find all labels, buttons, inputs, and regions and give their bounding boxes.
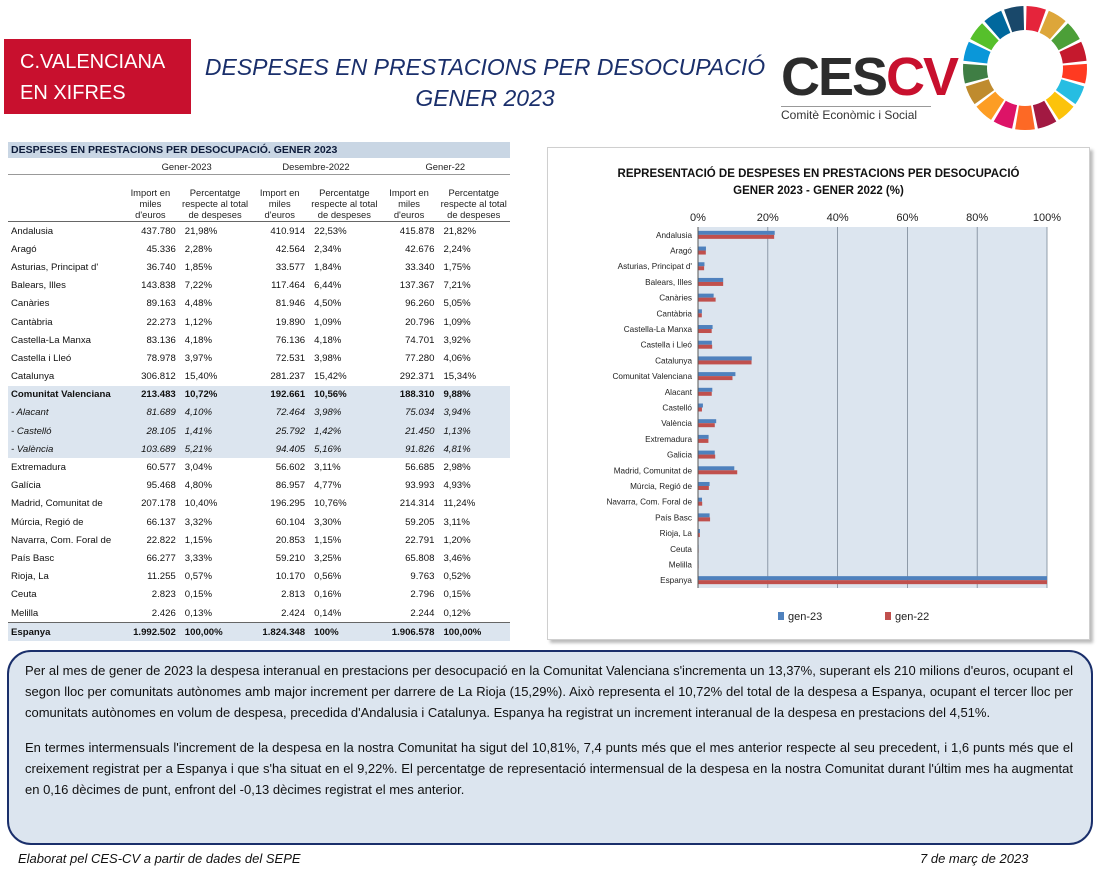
import-des2022: 86.957 bbox=[275, 480, 306, 492]
category-label: Cantàbria bbox=[656, 309, 692, 319]
import-gen22: 1.906.578 bbox=[381, 623, 438, 642]
pct-gen22: 2,98% bbox=[443, 462, 471, 474]
pct-des2022: 3,30% bbox=[314, 516, 342, 528]
import-gen22: 59.205 bbox=[405, 516, 435, 528]
bar-chart bbox=[548, 148, 1089, 639]
import-des2022: 10.170 bbox=[275, 571, 306, 583]
category-label: Extremadura bbox=[645, 434, 692, 444]
import-gen2023: 83.136 bbox=[146, 334, 176, 346]
import-gen22: 9.763 bbox=[410, 571, 435, 583]
pct-gen2023: 15,40% bbox=[184, 371, 218, 383]
import-gen22: 42.676 bbox=[405, 243, 435, 255]
bar-gen-22 bbox=[698, 345, 712, 349]
pct-des2022: 100% bbox=[308, 623, 381, 642]
plot-area bbox=[698, 227, 1047, 588]
table-row bbox=[8, 495, 510, 513]
bar-gen-22 bbox=[698, 251, 706, 255]
import-gen2023: 89.163 bbox=[146, 298, 176, 310]
import-gen2023: 103.689 bbox=[122, 440, 179, 458]
col-import: Import en miles d'euros bbox=[259, 187, 300, 220]
import-des2022: 117.464 bbox=[271, 280, 306, 292]
import-des2022: 25.792 bbox=[251, 422, 308, 440]
table-row bbox=[8, 277, 510, 295]
pct-gen2023: 1,85% bbox=[184, 261, 212, 273]
import-gen2023: 78.978 bbox=[146, 352, 176, 364]
pct-gen2023: 10,40% bbox=[184, 498, 218, 510]
category-label: Melilla bbox=[668, 560, 692, 570]
pct-des2022: 1,15% bbox=[314, 534, 342, 546]
pct-gen22: 11,24% bbox=[443, 498, 476, 510]
import-gen2023: 207.178 bbox=[141, 498, 176, 510]
import-des2022: 72.531 bbox=[275, 352, 306, 364]
category-label: Galicia bbox=[666, 450, 692, 460]
pct-gen2023: 4,18% bbox=[184, 334, 212, 346]
category-label: Aragó bbox=[670, 246, 692, 256]
pct-gen2023: 3,32% bbox=[184, 516, 212, 528]
table-row bbox=[8, 586, 510, 604]
category-label: Rioja, La bbox=[659, 529, 692, 539]
import-gen2023: 66.137 bbox=[146, 516, 176, 528]
pct-des2022: 1,09% bbox=[314, 316, 342, 328]
import-gen22: 20.796 bbox=[405, 316, 435, 328]
import-gen22: 2.244 bbox=[410, 607, 435, 619]
table-row bbox=[8, 513, 510, 531]
col-pct: Percentatge respecte al total de despeses bbox=[311, 187, 378, 220]
import-gen2023: 213.483 bbox=[122, 386, 179, 404]
import-gen22: 2.796 bbox=[410, 589, 435, 601]
pct-gen22: 3,94% bbox=[437, 404, 510, 422]
bar-gen-22 bbox=[698, 486, 709, 490]
import-gen2023: 1.992.502 bbox=[122, 623, 179, 642]
bar-gen-22 bbox=[698, 423, 715, 427]
import-gen22: 96.260 bbox=[405, 298, 435, 310]
period-header-des2022: Desembre-2022 bbox=[251, 158, 380, 175]
import-gen22: 415.878 bbox=[399, 225, 435, 237]
import-des2022: 33.577 bbox=[275, 261, 306, 273]
import-gen2023: 81.689 bbox=[122, 404, 179, 422]
bar-gen-22 bbox=[698, 502, 702, 506]
import-des2022: 94.405 bbox=[251, 440, 308, 458]
region-name: Castella i Lleó bbox=[11, 352, 72, 364]
pct-gen2023: 5,21% bbox=[179, 440, 252, 458]
region-name: Extremadura bbox=[11, 462, 66, 474]
import-gen2023: 2.823 bbox=[151, 589, 176, 601]
import-gen22: 33.340 bbox=[405, 261, 435, 273]
table-row bbox=[8, 258, 510, 276]
category-label: Andalusia bbox=[656, 230, 692, 240]
bar-gen-22 bbox=[698, 298, 716, 302]
pct-des2022: 4,18% bbox=[314, 334, 342, 346]
category-label: Comunitat Valenciana bbox=[612, 372, 692, 382]
category-label: Balears, Illes bbox=[645, 277, 692, 287]
bar-gen-23 bbox=[698, 388, 712, 392]
table-row bbox=[8, 623, 510, 642]
bar-gen-22 bbox=[698, 517, 710, 521]
import-des2022: 192.661 bbox=[251, 386, 308, 404]
pct-gen2023: 2,28% bbox=[184, 243, 212, 255]
pct-des2022: 5,16% bbox=[308, 440, 381, 458]
region-name: - València bbox=[8, 440, 122, 458]
category-label: Espanya bbox=[660, 576, 692, 586]
logo-text-ces: CES bbox=[781, 47, 887, 107]
pct-gen22: 3,46% bbox=[443, 552, 471, 564]
bar-gen-23 bbox=[698, 278, 723, 282]
import-gen22: 91.826 bbox=[381, 440, 438, 458]
pct-gen22: 9,88% bbox=[437, 386, 510, 404]
bar-gen-23 bbox=[698, 498, 702, 502]
commentary-paragraph-2: En termes intermensuals l'increment de la despesa en la nostra Comunitat ha sigut del 10,81%, 7,4 punts més que el mes anterior respecte al seu precedent, i 1,6 punts més que el creixement registrat per a Espanya i que s'ha situat en el 9,22%. El percentatge de representació intermensual de la despesa en la nostra Comunitat durant l'últim mes ha augmentat en 0,16 dècimes de punt, enfront del -0,13 dècimes registrat el mes anterior. bbox=[25, 739, 1073, 798]
pct-gen2023: 1,41% bbox=[179, 422, 252, 440]
pct-des2022: 4,77% bbox=[314, 480, 342, 492]
import-des2022: 56.602 bbox=[275, 462, 306, 474]
table-row bbox=[8, 568, 510, 586]
table-row bbox=[8, 295, 510, 313]
table-row bbox=[8, 368, 510, 386]
import-gen22: 93.993 bbox=[405, 480, 435, 492]
pct-gen22: 0,52% bbox=[443, 571, 471, 583]
pct-des2022: 15,42% bbox=[314, 371, 347, 383]
chart-title-line-1: REPRESENTACIÓ DE DESPESES EN PRESTACIONS PER DESOCUPACIÓ bbox=[617, 168, 1020, 180]
pct-des2022: 2,34% bbox=[314, 243, 342, 255]
bar-gen-23 bbox=[698, 466, 734, 470]
import-des2022: 20.853 bbox=[275, 534, 306, 546]
table-row bbox=[8, 222, 510, 241]
category-label: Castella i Lleó bbox=[640, 340, 692, 350]
category-label: País Basc bbox=[655, 513, 692, 523]
import-gen2023: 22.822 bbox=[146, 534, 176, 546]
pct-gen22: 1,13% bbox=[437, 422, 510, 440]
bar-gen-23 bbox=[698, 451, 715, 455]
region-name: - Castelló bbox=[8, 422, 122, 440]
region-name: Comunitat Valenciana bbox=[8, 386, 122, 404]
import-gen22: 137.367 bbox=[399, 280, 435, 292]
category-label: València bbox=[661, 419, 692, 429]
category-label: Madrid, Comunitat de bbox=[613, 466, 692, 476]
pct-des2022: 1,42% bbox=[308, 422, 381, 440]
category-label: Navarra, Com. Foral de bbox=[606, 497, 692, 507]
category-label: Asturias, Principat d' bbox=[617, 262, 692, 272]
legend-swatch bbox=[885, 612, 891, 620]
table-row bbox=[8, 422, 510, 440]
bar-gen-23 bbox=[698, 419, 716, 423]
logo-subtitle: Comitè Econòmic i Social bbox=[781, 106, 931, 122]
region-name: Ceuta bbox=[11, 589, 37, 601]
bar-gen-22 bbox=[698, 282, 723, 286]
region-name: Catalunya bbox=[11, 371, 55, 383]
pct-des2022: 3,25% bbox=[314, 552, 342, 564]
section-badge bbox=[4, 39, 191, 114]
pct-des2022: 10,56% bbox=[308, 386, 381, 404]
pct-des2022: 4,50% bbox=[314, 298, 342, 310]
region-name: Asturias, Principat d' bbox=[11, 261, 99, 273]
pct-gen2023: 0,13% bbox=[184, 607, 212, 619]
bar-gen-23 bbox=[698, 576, 1047, 580]
legend-swatch bbox=[778, 612, 784, 620]
bar-gen-23 bbox=[698, 341, 712, 345]
table-title: DESPESES EN PRESTACIONS PER DESOCUPACIÓ. GENER 2023 bbox=[8, 142, 510, 158]
sdg-wheel-segment bbox=[1015, 106, 1035, 130]
import-gen22: 74.701 bbox=[405, 334, 435, 346]
period-header-gen22: Gener-22 bbox=[381, 158, 510, 175]
import-gen2023: 28.105 bbox=[122, 422, 179, 440]
import-des2022: 81.946 bbox=[275, 298, 306, 310]
bar-gen-22 bbox=[698, 376, 732, 380]
period-header-gen2023: Gener-2023 bbox=[122, 158, 251, 175]
pct-gen22: 5,05% bbox=[443, 298, 471, 310]
import-gen22: 77.280 bbox=[405, 352, 435, 364]
bar-gen-23 bbox=[698, 262, 704, 266]
page-title bbox=[200, 52, 770, 114]
pct-gen22: 4,81% bbox=[437, 440, 510, 458]
table-row bbox=[8, 604, 510, 623]
pct-gen2023: 100,00% bbox=[179, 623, 252, 642]
bar-gen-23 bbox=[698, 435, 709, 439]
region-name: Melilla bbox=[11, 607, 39, 619]
pct-gen22: 15,34% bbox=[443, 371, 476, 383]
sdg-wheel-logo bbox=[955, 3, 1095, 133]
bar-gen-23 bbox=[698, 482, 710, 486]
bar-gen-23 bbox=[698, 325, 713, 329]
commentary-box bbox=[7, 650, 1093, 845]
region-name: Madrid, Comunitat de bbox=[11, 498, 103, 510]
bar-gen-23 bbox=[698, 404, 703, 408]
import-gen2023: 22.273 bbox=[146, 316, 176, 328]
import-gen2023: 60.577 bbox=[146, 462, 176, 474]
region-name: Espanya bbox=[8, 623, 122, 642]
category-label: Castella-La Manxa bbox=[623, 325, 692, 335]
import-gen2023: 45.336 bbox=[146, 243, 176, 255]
category-label: Canàries bbox=[659, 293, 692, 303]
bar-gen-23 bbox=[698, 356, 752, 360]
import-des2022: 281.237 bbox=[270, 371, 306, 383]
bar-gen-23 bbox=[698, 513, 710, 517]
table-row bbox=[8, 240, 510, 258]
region-name: Canàries bbox=[11, 298, 50, 310]
pct-gen22: 0,15% bbox=[443, 589, 471, 601]
import-gen22: 292.371 bbox=[399, 371, 435, 383]
x-tick-label: 60% bbox=[896, 212, 919, 224]
category-label: Alacant bbox=[664, 387, 692, 397]
pct-des2022: 6,44% bbox=[314, 280, 342, 292]
import-gen2023: 66.277 bbox=[146, 552, 176, 564]
import-des2022: 76.136 bbox=[275, 334, 306, 346]
pct-gen22: 21,82% bbox=[443, 225, 476, 237]
pct-des2022: 10,76% bbox=[314, 498, 347, 510]
pct-gen22: 0,12% bbox=[443, 607, 471, 619]
bar-gen-22 bbox=[698, 439, 708, 443]
import-gen22: 75.034 bbox=[381, 404, 438, 422]
pct-gen22: 1,20% bbox=[443, 534, 471, 546]
import-gen22: 65.808 bbox=[405, 552, 435, 564]
x-tick-label: 80% bbox=[966, 212, 989, 224]
table-row bbox=[8, 531, 510, 549]
col-import: Import en miles d'euros bbox=[130, 187, 171, 220]
pct-gen2023: 7,22% bbox=[184, 280, 212, 292]
x-tick-label: 0% bbox=[690, 212, 706, 224]
region-name: País Basc bbox=[11, 552, 55, 564]
x-tick-label: 20% bbox=[756, 212, 779, 224]
import-gen2023: 143.838 bbox=[141, 280, 176, 292]
table-row bbox=[8, 440, 510, 458]
pct-gen22: 2,24% bbox=[443, 243, 471, 255]
bar-gen-23 bbox=[698, 231, 775, 235]
category-label: Castelló bbox=[662, 403, 692, 413]
region-name: Rioja, La bbox=[11, 571, 49, 583]
table-row bbox=[8, 349, 510, 367]
pct-gen2023: 3,33% bbox=[184, 552, 212, 564]
import-des2022: 2.424 bbox=[281, 607, 306, 619]
pct-gen2023: 0,57% bbox=[184, 571, 212, 583]
import-gen22: 188.310 bbox=[381, 386, 438, 404]
pct-des2022: 3,98% bbox=[314, 352, 342, 364]
bar-gen-22 bbox=[698, 392, 712, 396]
table-row bbox=[8, 549, 510, 567]
pct-gen22: 3,92% bbox=[443, 334, 471, 346]
region-name: Aragó bbox=[11, 243, 37, 255]
pct-gen2023: 3,04% bbox=[184, 462, 212, 474]
import-gen2023: 306.812 bbox=[141, 371, 176, 383]
table-row bbox=[8, 477, 510, 495]
bar-gen-23 bbox=[698, 309, 702, 313]
bar-gen-22 bbox=[698, 470, 737, 474]
pct-gen2023: 1,12% bbox=[184, 316, 212, 328]
pct-gen22: 100,00% bbox=[437, 623, 510, 642]
legend-label: gen-22 bbox=[895, 611, 930, 623]
import-gen2023: 437.780 bbox=[141, 225, 176, 237]
col-pct: Percentatge respecte al total de despeses bbox=[181, 187, 249, 220]
region-name: - Alacant bbox=[8, 404, 122, 422]
import-des2022: 1.824.348 bbox=[251, 623, 308, 642]
pct-gen22: 7,21% bbox=[443, 280, 471, 292]
bar-gen-22 bbox=[698, 329, 712, 333]
bar-gen-22 bbox=[698, 455, 715, 459]
region-name: Castella-La Manxa bbox=[11, 334, 91, 346]
pct-gen2023: 4,48% bbox=[184, 298, 212, 310]
import-gen2023: 95.468 bbox=[146, 480, 176, 492]
expenses-table bbox=[8, 142, 510, 641]
region-name: Andalusia bbox=[11, 225, 54, 237]
pct-des2022: 0,16% bbox=[314, 589, 342, 601]
pct-gen2023: 21,98% bbox=[184, 225, 218, 237]
bar-gen-22 bbox=[698, 266, 704, 270]
import-des2022: 196.295 bbox=[270, 498, 306, 510]
table-row bbox=[8, 458, 510, 476]
pct-des2022: 3,11% bbox=[314, 462, 341, 474]
x-tick-label: 100% bbox=[1032, 212, 1062, 224]
pct-des2022: 3,98% bbox=[308, 404, 381, 422]
import-des2022: 72.464 bbox=[251, 404, 308, 422]
table-row bbox=[8, 404, 510, 422]
bar-gen-22 bbox=[698, 235, 774, 239]
category-label: Catalunya bbox=[655, 356, 692, 366]
import-des2022: 59.210 bbox=[275, 552, 306, 564]
bar-gen-23 bbox=[698, 294, 714, 298]
sdg-wheel-segment bbox=[963, 64, 988, 84]
publication-date: 7 de març de 2023 bbox=[920, 851, 1029, 866]
bar-gen-22 bbox=[698, 313, 702, 317]
source-note: Elaborat pel CES-CV a partir de dades del SEPE bbox=[18, 851, 301, 866]
import-gen22: 21.450 bbox=[381, 422, 438, 440]
import-gen22: 56.685 bbox=[405, 462, 435, 474]
page-title-line-2: GENER 2023 bbox=[415, 85, 555, 111]
category-label: Ceuta bbox=[670, 544, 692, 554]
table-row bbox=[8, 313, 510, 331]
legend-label: gen-23 bbox=[788, 611, 823, 623]
import-gen2023: 2.426 bbox=[151, 607, 176, 619]
sdg-wheel-segment bbox=[1062, 64, 1087, 84]
commentary-paragraph-1: Per al mes de gener de 2023 la despesa interanual en prestacions per desocupació en la Comunitat Valenciana s'incrementa un 13,37%, superant els 210 milions d'euros, ocupant el segon lloc per comunitats autònomes amb major increment per darrere de La Rioja (15,29%). Això representa el 10,72% del total de la despesa a Espanya, ocupant el tercer lloc per comunitats autònomes en volum de despesa, precedida d'Andalusia i Catalunya. Espanya ha registrat un increment interanual de la despesa en prestacions del 4,51%. bbox=[25, 663, 1073, 721]
import-gen22: 22.791 bbox=[405, 534, 435, 546]
pct-gen2023: 1,15% bbox=[184, 534, 212, 546]
pct-gen22: 4,06% bbox=[443, 352, 471, 364]
badge-line-2: EN XIFRES bbox=[20, 82, 126, 104]
import-gen2023: 11.255 bbox=[147, 571, 176, 583]
import-des2022: 2.813 bbox=[281, 589, 306, 601]
pct-gen2023: 4,10% bbox=[179, 404, 252, 422]
col-pct: Percentatge respecte al total de despeses bbox=[440, 187, 507, 220]
category-label: Múrcia, Regió de bbox=[630, 481, 692, 491]
pct-gen22: 4,93% bbox=[443, 480, 471, 492]
pct-des2022: 0,56% bbox=[314, 571, 342, 583]
import-gen22: 214.314 bbox=[399, 498, 435, 510]
region-name: Navarra, Com. Foral de bbox=[11, 534, 112, 546]
col-import: Import en miles d'euros bbox=[389, 187, 429, 220]
pct-gen2023: 4,80% bbox=[184, 480, 212, 492]
badge-line-1: C.VALENCIANA bbox=[20, 51, 166, 73]
table-row bbox=[8, 386, 510, 404]
region-name: Cantàbria bbox=[11, 316, 53, 328]
pct-gen22: 1,09% bbox=[443, 316, 471, 328]
cescv-logo bbox=[781, 47, 958, 122]
import-des2022: 19.890 bbox=[275, 316, 306, 328]
region-name: Múrcia, Regió de bbox=[11, 516, 84, 528]
bar-gen-23 bbox=[698, 247, 706, 251]
bar-gen-22 bbox=[698, 580, 1047, 584]
chart-panel bbox=[547, 147, 1090, 640]
pct-des2022: 1,84% bbox=[314, 261, 342, 273]
page-title-line-1: DESPESES EN PRESTACIONS PER DESOCUPACIÓ bbox=[204, 54, 766, 80]
chart-title-line-2: GENER 2023 - GENER 2022 (%) bbox=[733, 185, 904, 197]
bar-gen-23 bbox=[698, 372, 735, 376]
region-name: Galícia bbox=[11, 480, 41, 492]
table-row bbox=[8, 331, 510, 349]
pct-gen22: 1,75% bbox=[443, 261, 471, 273]
pct-gen22: 3,11% bbox=[443, 516, 470, 528]
pct-gen2023: 3,97% bbox=[184, 352, 212, 364]
pct-des2022: 0,14% bbox=[314, 607, 342, 619]
bar-gen-22 bbox=[698, 360, 752, 364]
pct-des2022: 22,53% bbox=[314, 225, 347, 237]
import-des2022: 60.104 bbox=[275, 516, 306, 528]
logo-text-cv: CV bbox=[886, 47, 958, 107]
x-tick-label: 40% bbox=[826, 212, 849, 224]
import-des2022: 410.914 bbox=[270, 225, 306, 237]
import-des2022: 42.564 bbox=[275, 243, 306, 255]
pct-gen2023: 0,15% bbox=[184, 589, 212, 601]
import-gen2023: 36.740 bbox=[146, 261, 176, 273]
bar-gen-22 bbox=[698, 408, 702, 412]
region-name: Balears, Illes bbox=[11, 280, 66, 292]
pct-gen2023: 10,72% bbox=[179, 386, 252, 404]
